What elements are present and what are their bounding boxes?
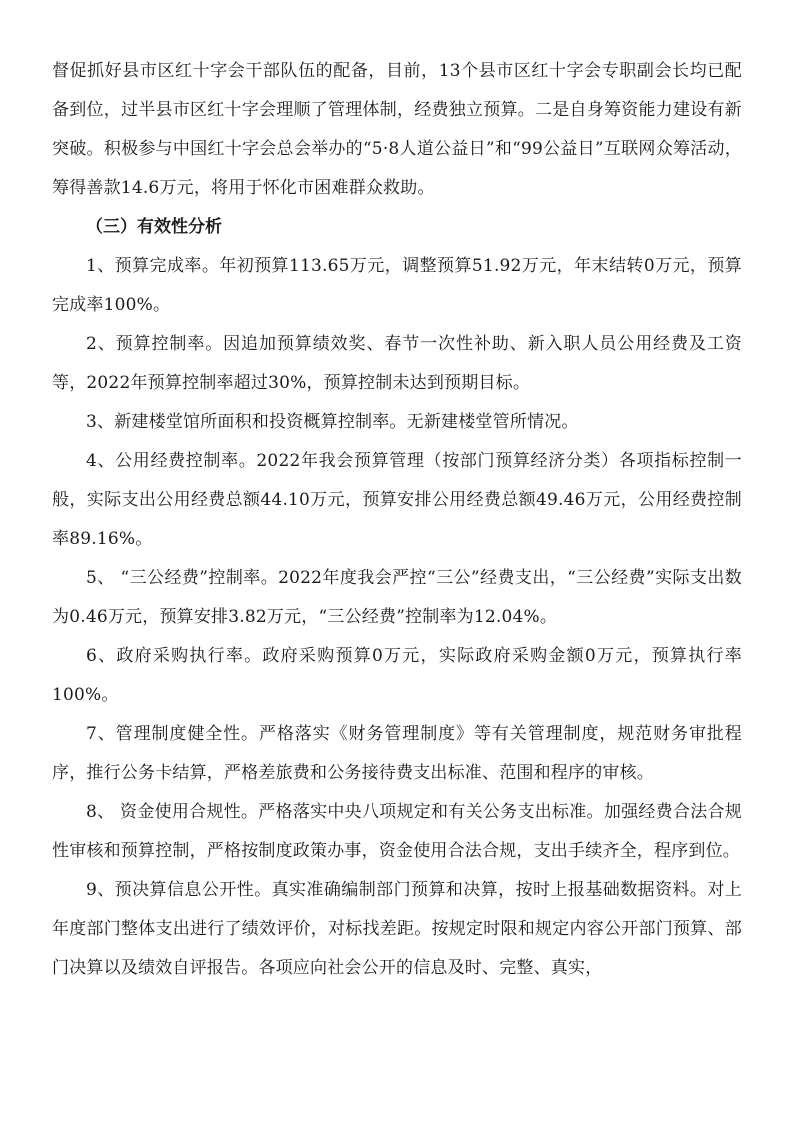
- paragraph-information-disclosure: 9、预决算信息公开性。真实准确编制部门预算和决算，按时上报基础数据资料。对上年度部门整体支出进行了绩效评价，对标找差距。按规定时限和规定内容公开部门预算、部门决算以及绩效自评报告。各项应向社会公开的信息及时、完整、真实，: [52, 880, 742, 978]
- paragraph-new-buildings: 3、新建楼堂馆所面积和投资概算控制率。无新建楼堂管所情况。: [86, 412, 579, 432]
- section-heading-effectiveness: （三）有效性分析: [86, 217, 222, 237]
- paragraph-three-public-expenses: 5、 “三公经费”控制率。2022年度我会严控“三公”经费支出，“三公经费”实际支出数为0.46万元，预算安排3.82万元，“三公经费”控制率为12.04%。: [52, 568, 742, 627]
- paragraph-fund-compliance: 8、 资金使用合规性。严格落实中央八项规定和有关公务支出标准。加强经费合法合规性审核和预算控制，严格按制度政策办事，资金使用合法合规，支出手续齐全，程序到位。: [52, 802, 742, 861]
- paragraph-government-procurement: 6、政府采购执行率。政府采购预算0万元，实际政府采购金额0万元，预算执行率100%。: [52, 646, 742, 705]
- document-page: [52, 52, 742, 988]
- paragraph-budget-completion: 1、预算完成率。年初预算113.65万元，调整预算51.92万元，年末结转0万元，预算完成率100%。: [52, 256, 742, 315]
- paragraph-budget-control: 2、预算控制率。因追加预算绩效奖、春节一次性补助、新入职人员公用经费及工资等，2022年预算控制率超过30%，预算控制未达到预期目标。: [52, 334, 742, 393]
- paragraph-continuation: 督促抓好县市区红十字会干部队伍的配备，目前，13个县市区红十字会专职副会长均已配备到位，过半县市区红十字会理顺了管理体制，经费独立预算。二是自身筹资能力建设有新突破。积极参与中国红十字会总会举办的“5·8人道公益日”和“99公益日”互联网众筹活动，筹得善款14.6万元，将用于怀化市困难群众救助。: [52, 61, 742, 198]
- paragraph-public-expense-control: 4、公用经费控制率。2022年我会预算管理（按部门预算经济分类）各项指标控制一般，实际支出公用经费总额44.10万元，预算安排公用经费总额49.46万元，公用经费控制率89.16%。: [52, 451, 742, 549]
- paragraph-management-system: 7、管理制度健全性。严格落实《财务管理制度》等有关管理制度，规范财务审批程序，推行公务卡结算，严格差旅费和公务接待费支出标准、范围和程序的审核。: [52, 724, 742, 783]
